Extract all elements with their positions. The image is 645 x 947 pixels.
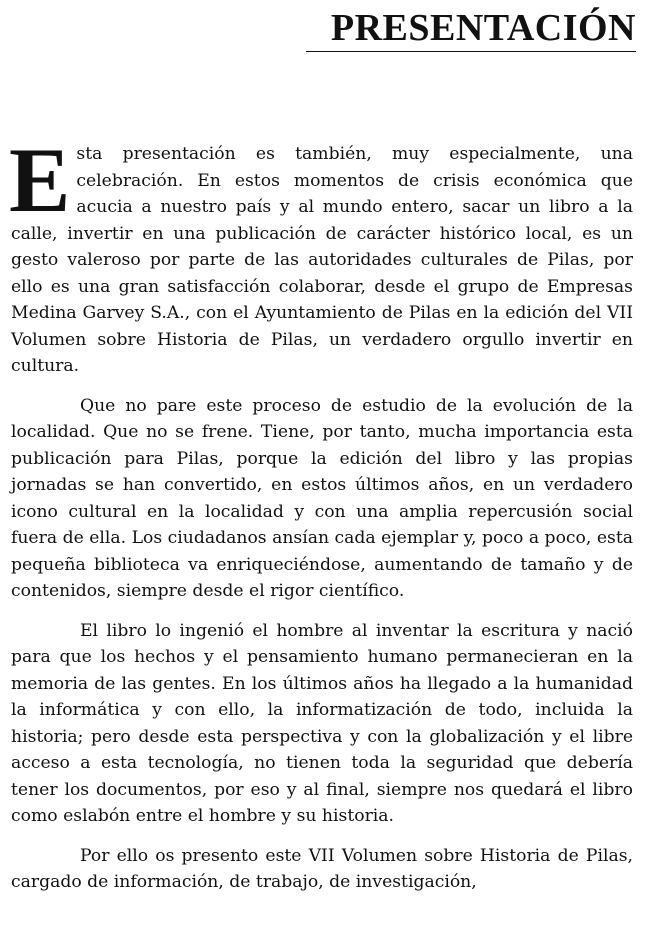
paragraph-1 — [9, 129, 633, 380]
drop-cap: E — [9, 129, 71, 231]
page-title: PRESENTACIÓN — [330, 7, 636, 49]
header — [306, 6, 636, 52]
body-text — [9, 129, 633, 909]
paragraph-1-text: sta presentación es también, muy especialmente, una celebración. En estos momentos de crisis económica que acucia a nuestro país y al mundo entero, sacar un libro a la calle, invertir en una publicación de carácter histórico local, es un gesto valeroso por parte de las autoridades culturales de Pilas, por ello es una gran satisfacción colaborar, desde el grupo de Empresas Medina Garvey S.A., con el Ayuntamiento de Pilas en la edición del VII Volumen sobre Historia de Pilas, un verdadero orgullo invertir en cultura. — [11, 144, 633, 376]
paragraph-3: El libro lo ingenió el hombre al inventar la escritura y nació para que los hechos y el pensamiento humano permanecieran en la memoria de las gentes. En los últimos años ha llegado a la humanidad la informática y con ello, la informatización de todo, incluida la historia; pero desde esta perspectiva y con la globalización y el libre acceso a esta tecnología, no tienen toda la seguridad que debería tener los documentos, por eso y al final, siempre nos quedará el libro como eslabón entre el hombre y su historia. — [11, 620, 633, 826]
title-underline — [306, 51, 636, 52]
paragraph-4: Por ello os presento este VII Volumen sobre Historia de Pilas, cargado de información, de trabajo, de investigación, — [11, 845, 633, 892]
paragraph-2: Que no pare este proceso de estudio de la evolución de la localidad. Que no se frene. Tiene, por tanto, mucha importancia esta publicación para Pilas, porque la edición del libro y las propias jornadas se han convertido, en estos últimos años, en un verdadero icono cultural en la localidad y con una amplia repercusión social fuera de ella. Los ciudadanos ansían cada ejemplar y, poco a poco, esta pequeña biblioteca va enriqueciéndose, aumentando de tamaño y de contenidos, siempre desde el rigor científico. — [11, 395, 633, 601]
